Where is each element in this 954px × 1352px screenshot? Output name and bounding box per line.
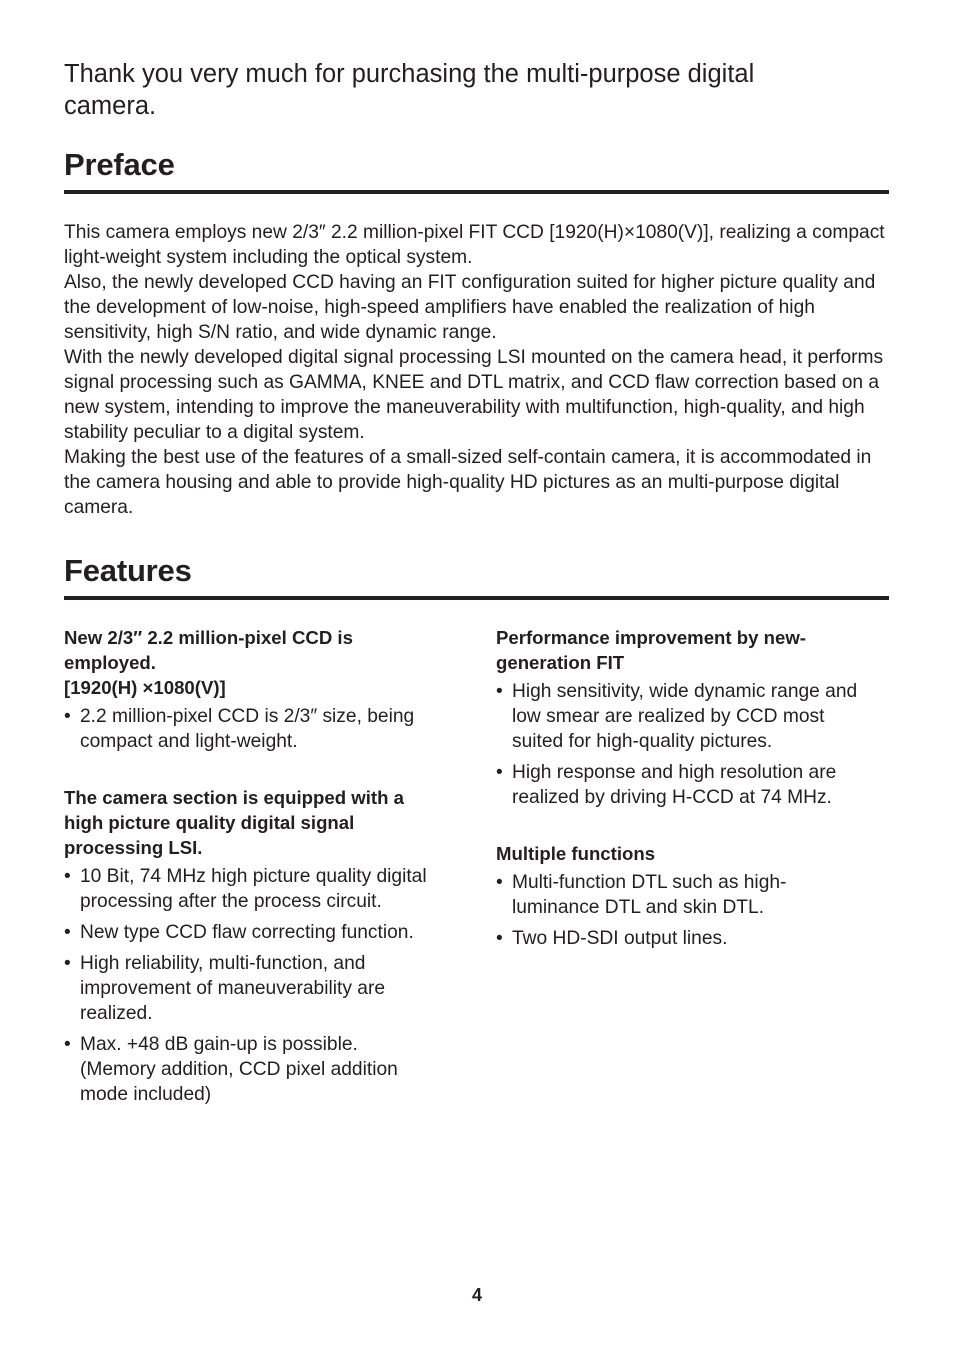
intro-text: Thank you very much for purchasing the multi-purpose digital camera. — [64, 60, 755, 120]
feature-group — [496, 841, 896, 951]
feature-heading-line: generation FIT — [496, 652, 625, 673]
feature-bullet — [64, 1032, 464, 1107]
feature-bullet — [64, 704, 464, 754]
feature-heading-line: high picture quality digital signal — [64, 812, 355, 833]
bullet-line: processing after the process circuit. — [80, 891, 382, 912]
preface-divider — [64, 190, 889, 194]
bullet-icon: • — [64, 922, 71, 943]
bullet-line: 10 Bit, 74 MHz high picture quality digital — [80, 866, 427, 887]
feature-bullet — [496, 926, 896, 951]
feature-heading-line: [1920(H) ×1080(V)] — [64, 677, 226, 698]
features-left-column — [64, 625, 464, 1138]
feature-bullet — [496, 760, 896, 810]
feature-heading-line: Performance improvement by new- — [496, 627, 806, 648]
bullet-icon: • — [64, 866, 71, 887]
bullet-line: High reliability, multi-function, and — [80, 953, 366, 974]
bullet-line: Max. +48 dB gain-up is possible. — [80, 1034, 358, 1055]
bullet-line: realized by driving H-CCD at 74 MHz. — [512, 787, 832, 808]
feature-heading-line: Multiple functions — [496, 843, 656, 864]
preface-title: Preface — [64, 147, 175, 182]
bullet-line: Two HD-SDI output lines. — [512, 928, 728, 949]
feature-bullet — [64, 920, 464, 945]
preface-paragraph: Also, the newly developed CCD having an FIT configuration suited for higher picture quality and the development of low-noise, high-speed amplifiers have enabled the realization of high sensitivity, high S/N ratio, and wide dynamic range. — [64, 272, 876, 343]
preface-body — [64, 220, 889, 520]
feature-bullet-list — [496, 679, 896, 810]
feature-bullet — [496, 870, 896, 920]
bullet-icon: • — [496, 928, 503, 949]
feature-group — [64, 625, 464, 754]
bullet-line: 2.2 million-pixel CCD is 2/3″ size, being — [80, 706, 415, 727]
feature-heading — [64, 785, 464, 860]
feature-bullet-list — [496, 870, 896, 951]
bullet-line: High sensitivity, wide dynamic range and — [512, 681, 858, 702]
feature-bullet-list — [64, 864, 464, 1107]
bullet-icon: • — [64, 706, 71, 727]
feature-heading — [496, 625, 896, 675]
feature-heading-line: The camera section is equipped with a — [64, 787, 404, 808]
bullet-line: New type CCD flaw correcting function. — [80, 922, 414, 943]
bullet-line: High response and high resolution are — [512, 762, 837, 783]
feature-heading — [64, 625, 464, 700]
feature-heading — [496, 841, 896, 866]
bullet-line: Multi-function DTL such as high- — [512, 872, 787, 893]
bullet-line: (Memory addition, CCD pixel addition — [80, 1059, 398, 1080]
feature-group — [64, 785, 464, 1107]
bullet-icon: • — [64, 953, 71, 974]
bullet-line: mode included) — [80, 1084, 212, 1105]
bullet-line: compact and light-weight. — [80, 731, 298, 752]
features-divider — [64, 596, 889, 600]
bullet-line: suited for high-quality pictures. — [512, 731, 773, 752]
features-right-column — [496, 625, 896, 982]
bullet-line: improvement of maneuverability are — [80, 978, 386, 999]
bullet-line: low smear are realized by CCD most — [512, 706, 825, 727]
preface-paragraph: Making the best use of the features of a small-sized self-contain camera, it is accommodated in the camera housing and able to provide high-quality HD pictures as an multi-purpose digital camera. — [64, 447, 872, 518]
feature-group — [496, 625, 896, 810]
bullet-icon: • — [64, 1034, 71, 1055]
bullet-line: luminance DTL and skin DTL. — [512, 897, 765, 918]
bullet-icon: • — [496, 872, 503, 893]
page-number: 4 — [471, 1285, 482, 1305]
features-title: Features — [64, 553, 192, 588]
bullet-line: realized. — [80, 1003, 153, 1024]
feature-bullet — [64, 951, 464, 1026]
feature-bullet-list — [64, 704, 464, 754]
feature-heading-line: processing LSI. — [64, 837, 203, 858]
feature-bullet — [64, 864, 464, 914]
preface-paragraph: This camera employs new 2/3″ 2.2 million-pixel FIT CCD [1920(H)×1080(V)], realizing a compact light-weight system including the optical system. — [64, 222, 885, 268]
preface-paragraph: With the newly developed digital signal processing LSI mounted on the camera head, it performs signal processing such as GAMMA, KNEE and DTL matrix, and CCD flaw correction based on a new system, intending to improve the maneuverability with multifunction, high-quality, and high stability peculiar to a digital system. — [64, 347, 884, 443]
bullet-icon: • — [496, 762, 503, 783]
feature-heading-line: New 2/3″ 2.2 million-pixel CCD is — [64, 627, 353, 648]
bullet-icon: • — [496, 681, 503, 702]
feature-bullet — [496, 679, 896, 754]
feature-heading-line: employed. — [64, 652, 156, 673]
